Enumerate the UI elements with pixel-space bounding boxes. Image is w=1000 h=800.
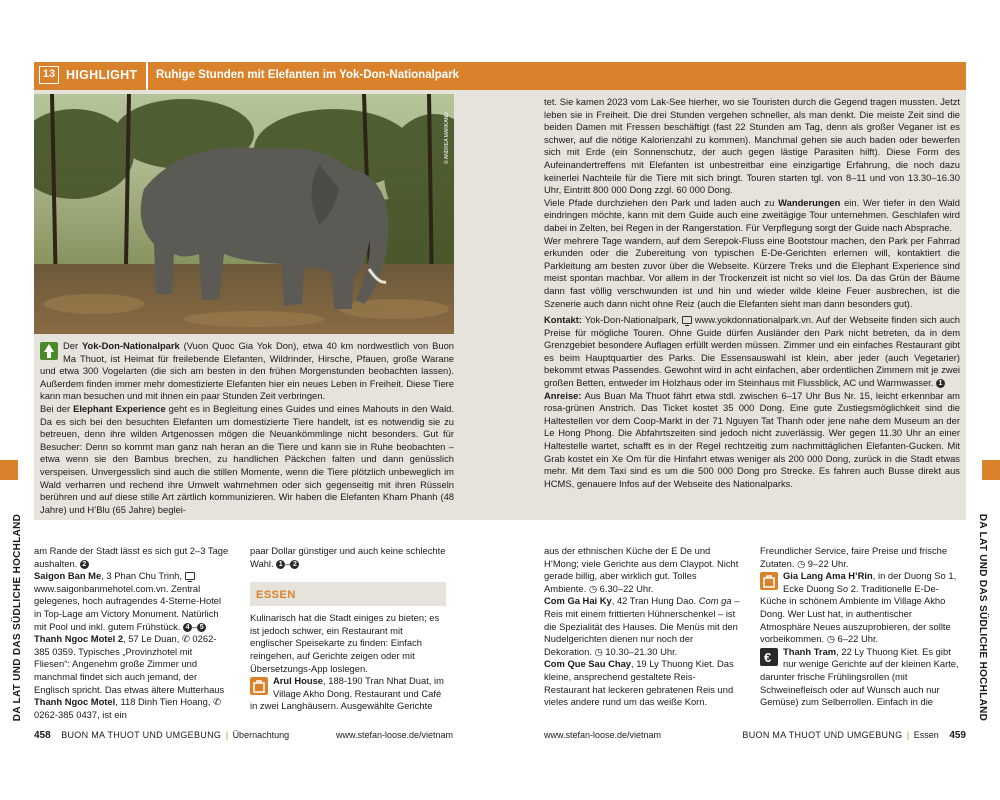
essen-heading: ESSEN bbox=[256, 589, 296, 602]
restaurant-icon bbox=[250, 677, 268, 695]
text-run: , 19 Ly Thuong Kiet. Das kleine, ansprechend gestaltete Reis-Restaurant hat leckeren gebratenen Reis und vieles andere rund um das weiße Korn. bbox=[544, 658, 734, 708]
highlight-number-box bbox=[39, 66, 59, 84]
text-run: 6.30–22 Uhr. bbox=[597, 582, 654, 594]
phone-icon: ✆ bbox=[213, 696, 221, 708]
highlight-label: HIGHLIGHT bbox=[66, 68, 138, 82]
text-run: 0262-385 0359. Typisches „Provinzhotel mit Fliesen“: Angenehm große Zimmer und manchmal findet sich auch jemand, der Englisch spricht. Das etwas ältere Mutterhaus bbox=[34, 633, 225, 695]
text-run: , 3 Phan Chu Trinh, bbox=[101, 570, 185, 582]
column-2 bbox=[250, 545, 446, 713]
text-run: 9–22 Uhr. bbox=[805, 557, 849, 569]
text-run: 10.30–21.30 Uhr. bbox=[602, 645, 678, 657]
footer-section-left: Übernachtung bbox=[232, 730, 290, 740]
text-run: , 42 Tran Hung Dao. bbox=[611, 595, 699, 607]
text-run: www.yokdonnationalpark.vn. Auf der Webseite finden sich auch Preise für mögliche Touren. Ohne Guide dürfen Ausländer den Park nicht betreten, da in dem Grenzgebiet besondere Auflagen erfüllt werden müssen. Zimmer und ein einfaches Restaurant gibt es beim Hauptquartier des Parks. Die Essensauswahl ist klein, aber jeder (auch Vegetarier) bekommt etwas Passendes. Gewohnt wird in acht einfachen, aber ordentlichen Zimmern mit je zwei großen Betten, entweder im Holzhaus oder im Steinhaus mit Flussblick, AC und Warmwasser. bbox=[544, 314, 961, 389]
highlight-kontakt bbox=[544, 314, 960, 390]
footer-title-left: BUON MA THUOT UND UMGEBUNG bbox=[61, 730, 222, 740]
highlight-header bbox=[34, 62, 966, 90]
text-run: Aus Buan Ma Thuot fährt etwa stdl. zwischen 6–17 Uhr Bus Nr. 15, leicht erkennbar am rosa-grünen Anstrich. Das Ticket kostet 35 000 Dong. Eine gute Zustiegsmöglichkeit sind die Haltestellen vor dem Coop-Markt in der 71 Nguyen Tat Thanh oder jene nahe dem Museum an der Le Hong Phong. Die Abfahrtszeiten sind jedoch nicht zuverlässig. Wer gegen 11.30 Uhr an einer Haltestelle wartet, schafft es in der Regel rechtzeitig zum nachmittäglichen Elefanten-Gucken. Mit Grab kostet ein Xe Om für die Hinfahrt etwas weniger als 200 000 Dong, zurück in die Stadt etwas mehr. Mit dem Taxi sind es um die 500 000 Dong pro Strecke. Es fahren auch Busse direkt aus HCMS, genauere Infos auf der Webseite des Nationalparks. bbox=[544, 389, 960, 489]
shop-icon bbox=[250, 677, 268, 695]
footer-url-left: www.stefan-loose.de/vietnam bbox=[336, 730, 454, 740]
clock-icon: ◷ bbox=[797, 557, 806, 569]
kontakt-label: Kontakt: bbox=[544, 314, 583, 326]
euro-icon bbox=[760, 648, 778, 666]
elephant-experience: Elephant Experience bbox=[73, 402, 166, 414]
price-circle: 4 bbox=[183, 623, 192, 632]
text-run: – bbox=[285, 557, 291, 569]
restaurant-name: Com Que Sau Chay bbox=[544, 658, 631, 670]
price-circle: 5 bbox=[197, 623, 206, 632]
text-run: Viele Pfade durchziehen den Park und laden auch zu bbox=[544, 196, 779, 208]
right-side-label: DA LAT UND DAS SÜDLICHE HOCHLAND bbox=[976, 513, 988, 722]
highlight-right-p1: tet. Sie kamen 2023 vom Lak-See hierher, wo sie Touristen durch die Gegend tragen mussten. Jetzt leben sie in Freiheit. Die drei Stunden vergehen schneller, als man denkt. Die meiste Zeit sind die beiden Damen mit Fressen beschäftigt (fast 22 Stunden am Tag, denn als großer Veganer ist es schwer, auf die nötige Kalorienzahl zu kommen). Manchmal gehen sie auch baden oder bewerfen sich mit Erde (ein Sonnenschutz, der auch gegen lästige Parasiten hilft). Diese Form des Aufeinandertreffens mit Elefanten ist unbestreitbar eine einzigartige Erfahrung, die noch dazu keinerlei Nachteile für die Tiere mit sich bringt. Touren starten tgl. von 8–11 und von 13.30–16.30 Uhr, Eintritt 800 000 Dong zzgl. 60 000 Dong. bbox=[544, 96, 960, 196]
restaurant-icon bbox=[760, 572, 778, 590]
wanderungen: Wanderungen bbox=[778, 196, 841, 208]
hotel-name: Thanh Ngoc Motel 2 bbox=[34, 633, 124, 645]
right-side-tab bbox=[982, 460, 1000, 480]
restaurant-name: Arul House bbox=[273, 675, 324, 687]
column-1 bbox=[34, 545, 230, 721]
text-run: paar Dollar günstiger und auch keine schlechte Wahl. bbox=[250, 545, 446, 569]
elephant-photo-svg bbox=[34, 94, 454, 334]
photo-credit: © ANDREA MARKAND bbox=[444, 112, 450, 164]
col2-text-b: Kulinarisch hat die Stadt einiges zu bieten; es ist jedoch schwer, ein Restaurant mit englischer Speisekarte zu finden: Einfach reingehen, auf Gerichte zeigen oder mit Übersetzungs-App loslegen. bbox=[250, 612, 440, 674]
shop-icon bbox=[760, 572, 778, 590]
text-run: 6–22 Uhr. bbox=[834, 633, 879, 645]
column-3 bbox=[544, 545, 740, 709]
column-4 bbox=[760, 545, 960, 709]
phone-icon: ✆ bbox=[181, 633, 190, 645]
text-run: am Rande der Stadt lässt es sich gut 2–3 Tage aushalten. bbox=[34, 545, 229, 569]
restaurant-name: Com Ga Hai Ky bbox=[544, 595, 612, 607]
text-run: , 118 Dinh Tien Hoang, bbox=[115, 696, 214, 708]
text-run: – bbox=[192, 620, 198, 632]
price-circle: 1 bbox=[276, 560, 285, 569]
highlight-intro bbox=[40, 340, 454, 403]
tree-icon bbox=[40, 342, 58, 360]
footer-right bbox=[544, 730, 966, 740]
svg-text:€: € bbox=[764, 649, 772, 665]
park-name: Yok-Don-Nationalpark bbox=[82, 340, 180, 351]
highlight-title: Ruhige Stunden mit Elefanten im Yok-Don-Nationalpark bbox=[156, 69, 460, 81]
hotel-name: Saigon Ban Me bbox=[34, 570, 102, 582]
footer-right-group bbox=[742, 730, 966, 741]
text-run: Yok-Don-Nationalpark, bbox=[582, 314, 682, 326]
dish-name: Com ga bbox=[698, 595, 732, 607]
text-run: geht es in Begleitung eines Guides und eines Mahouts in den Wald. Da es sich bei den besuchten Elefanten um domestizierte Tiere handelt, ist es notwendig sie zu betreuen, denn ihre wilden Artgenossen mögen die Neuankömmlinge nicht besonders. Gut für Besucher: Denn so kommt man ganz nah heran an die Tiere und kann sie in Ruhe beobachten – etwa wenn sie den Bambus brechen, zu handlichen Päckchen falten und dann genüsslich verspeisen. Unvergesslich sind auch die stillen Momente, wenn die Tiere plötzlich unbeweglich im Wald verharren und rechend ihre Umwelt wahrnehmen oder sich gegenseitig mit ihren Rüsseln berühren und auf diese stille Art zärtlich kommunizieren. Wir haben die Elefanten Kham Phanh (48 Jahre) und H’Blu (65 Jahre) beglei- bbox=[40, 402, 454, 515]
col3-text bbox=[544, 545, 740, 709]
clock-icon: ◷ bbox=[826, 633, 835, 645]
footer-url-right: www.stefan-loose.de/vietnam bbox=[544, 730, 662, 740]
footer-left bbox=[34, 730, 454, 741]
text-run: Bei der bbox=[40, 402, 74, 414]
text-run: (Vuon Quoc Gia Yok Don), etwa 40 km nordwestlich von Buon Ma Thuot, ist Heimat für freilebende Elefanten, Wildrinder, Hirsche, Pfauen, große Warane und etwa 300 Vogelarten (die sich am besten in den frühen Morgenstunden beobachten lassen). Außerdem finden immer mehr domestizierte Elefanten hier ein neues Leben in Freiheit. Diese Tiere kann man besuchen und mit ihnen ein paar Stunden Zeit verbringen. bbox=[40, 340, 454, 402]
highlight-para2 bbox=[40, 403, 454, 516]
highlight-left-text bbox=[40, 340, 454, 516]
text-run: aus der ethnischen Küche der E De und H’Mong; viele Gerichte aus dem Claypot. Nicht gerade billig, aber wirklich gut. Tolles Ambiente. bbox=[544, 545, 739, 594]
text-run: ein. Wer tiefer in den Wald eindringen möchte, kann mit dem Guide auch eine zweitägige Tour unternehmen. Geschlafen wird dabei in Zelten, bei Regen in der Rangerstation. Für Verpflegung sorgt der Guide nach Absprache. bbox=[544, 196, 960, 233]
text-run: 0262-385 0437, ist ein bbox=[34, 708, 127, 720]
text-run: – Reis mit einem frittierten Hühnerschenkel – ist die Spezialität des Hauses. Die Menüs mit den Nudelgerichten dienen nur noch der Dekoration. bbox=[544, 595, 740, 657]
web-icon bbox=[682, 316, 692, 324]
restaurant-name: Gia Lang Ama H’Rin bbox=[783, 570, 873, 582]
anreise-label: Anreise: bbox=[544, 389, 582, 401]
footer-sep-left: | bbox=[225, 730, 229, 740]
price-circle: 2 bbox=[80, 560, 89, 569]
footer-title-right: BUON MA THUOT UND UMGEBUNG bbox=[742, 730, 903, 740]
clock-icon: ◷ bbox=[594, 645, 603, 657]
col4-tram bbox=[760, 646, 960, 709]
price-circle: 2 bbox=[290, 560, 299, 569]
restaurant-name: Thanh Tram bbox=[783, 645, 837, 657]
col4-gia bbox=[760, 570, 960, 646]
page-number-left: 458 bbox=[34, 730, 51, 741]
col4-text-a bbox=[760, 545, 960, 570]
highlight-right-p2 bbox=[544, 197, 960, 235]
essen-section-header bbox=[250, 582, 446, 606]
col2-arul bbox=[250, 675, 446, 713]
nature-park-icon bbox=[40, 342, 58, 360]
text-run: , in der Duong So 1, Ecke Duong So 2. Traditionelle E-De-Küche in schönem Ambiente im Village Akho Dong. Wer Lust hat, in authentischer Atmosphäre Neues auszuprobieren, der sollte vorbeikommen. bbox=[760, 570, 957, 645]
col2-text-a bbox=[250, 545, 446, 570]
text-run: , 188-190 Tran Nhat Duat, im Village Akho Dong. Restaurant und Café in zwei Langhäusern. Ausgewählte Gerichte bbox=[250, 675, 444, 712]
text-run: www.saigonbanmehotel.com.vn. Zentral gelegenes, hoch aufragendes 4-Sterne-Hotel in Top-Lage am Victory Monument. Natürlich mit Pool und inkl. gutem Frühstück. bbox=[34, 582, 222, 632]
page-number-right: 459 bbox=[949, 730, 966, 741]
footer-sep-right: | bbox=[906, 730, 910, 740]
text-run: Der bbox=[63, 340, 82, 351]
text-run: , 22 Ly Thuong Kiet. Es gibt nur wenige Gerichte auf der kleinen Karte, darunter frische Frühlingsrollen (mit Schweinefleisch oder auf Wunsch auch nur Gemüse) zum Selberrollen. Einfach in die bbox=[760, 645, 959, 708]
highlight-anreise bbox=[544, 390, 960, 491]
col1-text bbox=[34, 545, 230, 721]
highlight-right-p3: Wer mehrere Tage wandern, auf dem Serepok-Fluss eine Bootstour machen, den Park per Fahrrad erkunden oder die Zubereitung von typischen E-De-Gerichten erlernen will, kontaktiert die Parkleitung am besten zuvor über die Webseite. Kürzere Treks und die Elephant Experience sind meist spontan machbar. Vor allem in der Trockenzeit ist nicht so viel los. Da das Grün der Bäume dann fast völlig verschwunden ist und hin und wieder wilde kleine Feuer ausbrechen, ist die Szenerie auch dann nicht ohne Reiz (auch die Elefanten sieht man dann besonders gut). bbox=[544, 234, 960, 309]
elephant-photo bbox=[34, 94, 454, 334]
price-circle: 1 bbox=[936, 379, 945, 388]
left-side-tab bbox=[0, 460, 18, 480]
text-run: , 57 Le Duan, bbox=[123, 633, 182, 645]
budget-icon bbox=[760, 648, 778, 666]
footer-section-right: Essen bbox=[913, 730, 939, 740]
hotel-name: Thanh Ngoc Motel bbox=[34, 696, 116, 708]
highlight-right-text bbox=[544, 96, 960, 490]
header-divider bbox=[146, 62, 148, 90]
web-icon bbox=[185, 572, 195, 580]
clock-icon: ◷ bbox=[588, 582, 598, 594]
text-run: Freundlicher Service, faire Preise und frische Zutaten. bbox=[760, 545, 948, 569]
left-side-label: DA LAT UND DAS SÜDLICHE HOCHLAND bbox=[12, 513, 24, 722]
highlight-number: 13 bbox=[42, 68, 56, 80]
